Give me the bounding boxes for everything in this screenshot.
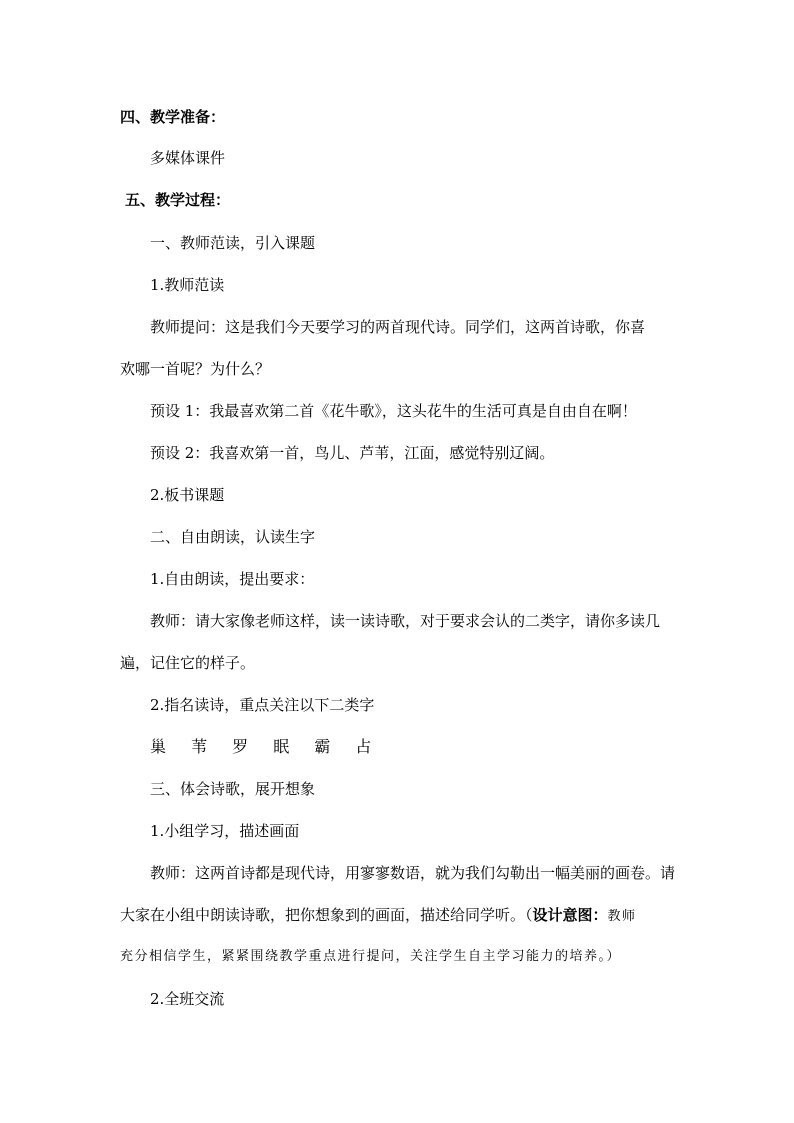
sec2-title: 二、自由朗读，认读生字 [150,528,316,546]
sec1-step2: 2.板书课题 [150,486,225,504]
sec1-step1: 1.教师范读 [150,276,225,294]
sec3-step2: 2.全班交流 [150,990,225,1008]
design-intent-label: 设计意图： [532,906,608,924]
new-characters-list: 巢 苇 罗 眠 霸 占 [150,737,382,756]
sec1-preset2: 预设 2：我喜欢第一首，鸟儿、芦苇，江面，感觉特别辽阔。 [150,444,555,462]
sec2-teacher-line2: 遍，记住它的样子。 [120,654,256,672]
sec3-step1: 1.小组学习，描述画面 [150,822,300,840]
prep-item: 多媒体课件 [150,149,226,167]
sec2-step1: 1.自由朗读，提出要求： [150,570,315,588]
design-intent-text-continued: 充分相信学生，紧紧围绕教学重点进行提问，关注学生自主学习能力的培养。） [120,949,622,964]
sec3-title: 三、体会诗歌，展开想象 [150,780,316,798]
section-heading-process: 五、教学过程： [125,191,231,209]
section-heading-preparation: 四、教学准备： [120,108,226,126]
design-intent-text-start: 教师 [607,909,637,924]
sec3-teacher-line2-text: 大家在小组中朗读诗歌，把你想象到的画面，描述给同学听。（ [120,906,533,924]
sec1-preset1: 预设 1：我最喜欢第二首《花牛歌》，这头花牛的生活可真是自由自在啊！ [150,402,637,420]
sec1-question-line2: 欢哪一首呢？为什么？ [120,360,271,378]
sec2-teacher-line1: 教师：请大家像老师这样，读一读诗歌，对于要求会认的二类字，请你多读几 [150,612,661,630]
sec1-question-line1: 教师提问：这是我们今天要学习的两首现代诗。同学们，这两首诗歌，你喜 [150,318,646,336]
sec3-teacher-line1: 教师：这两首诗都是现代诗，用寥寥数语，就为我们勾勒出一幅美丽的画卷。请 [150,864,676,882]
sec2-step2: 2.指名读诗，重点关注以下二类字 [150,696,375,714]
sec3-teacher-line2 [120,905,637,927]
sec1-title: 一、教师范读，引入课题 [150,234,316,252]
